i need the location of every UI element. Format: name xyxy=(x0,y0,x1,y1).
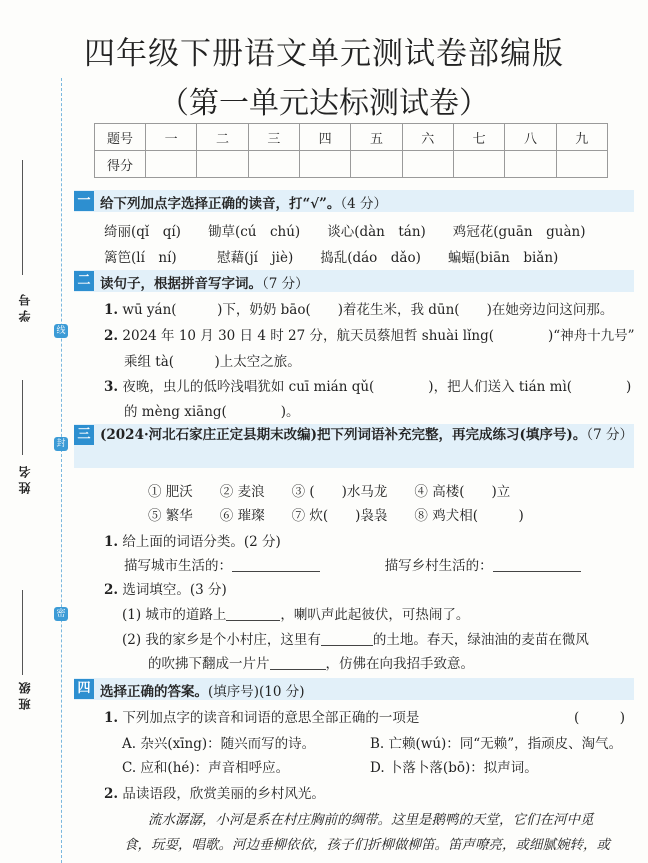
question-line xyxy=(104,706,419,726)
score-cell[interactable] xyxy=(146,151,197,178)
score-cell[interactable] xyxy=(299,151,350,178)
section-header xyxy=(74,190,634,212)
score-cell[interactable] xyxy=(197,151,248,178)
section-instruction xyxy=(100,272,309,292)
question-number: 3. xyxy=(104,379,119,395)
city-answer-blank[interactable] xyxy=(232,557,320,572)
question-line[interactable] xyxy=(104,375,631,395)
sentence-text: ，仿佛在向我招手致意。 xyxy=(325,656,474,672)
question-line[interactable]: 篱笆(lí ní) 慰藉(jí jiè) 捣乱(dáo dǎo) 蝙蝠(biān biǎn) xyxy=(104,250,559,266)
column-header: 一 xyxy=(146,124,197,151)
seal-mark: 密 xyxy=(54,607,68,621)
city-category-label: 描写城市生活的： xyxy=(124,558,232,574)
cut-line xyxy=(61,78,62,863)
question-text: 2024 年 10 月 30 日 4 时 27 分，航天员蔡旭哲 shuài lǐng( )“神舟十九号” xyxy=(122,328,635,344)
table-row xyxy=(95,151,608,178)
section-points: （4 分） xyxy=(340,196,388,212)
section-points: （7 分） xyxy=(586,427,633,443)
section-header xyxy=(74,270,634,292)
score-cell[interactable] xyxy=(351,151,402,178)
question-no-header: 题号 xyxy=(95,124,146,151)
class-label: 班级 xyxy=(18,678,32,710)
section-header xyxy=(74,424,634,468)
column-header: 四 xyxy=(299,124,350,151)
word-list[interactable]: ⑤ 繁华 ⑥ 璀璨 ⑦ 炊( )袅袅 ⑧ 鸡犬相( ) xyxy=(148,508,524,524)
question-text: 夜晚，虫儿的低吟浅唱犹如 cuī mián qǔ( )，把人们送入 tián mì( ) xyxy=(122,379,632,395)
column-header: 九 xyxy=(556,124,607,151)
student-no-label: 学号 xyxy=(18,290,32,322)
column-header: 七 xyxy=(453,124,504,151)
fill-sentence xyxy=(122,603,469,623)
class-blank[interactable] xyxy=(22,590,23,675)
name-label: 姓名 xyxy=(18,462,32,494)
option-b[interactable]: B. 亡赖(wú)：同“无赖”，指顽皮、淘气。 xyxy=(370,736,623,752)
question-number: 2. xyxy=(104,328,119,344)
question-number: 2. xyxy=(104,786,119,802)
fill-blank[interactable] xyxy=(270,655,326,670)
section-number: 三 xyxy=(74,425,94,445)
column-header: 五 xyxy=(351,124,402,151)
section-points: (填序号)(10 分) xyxy=(208,684,305,700)
question-line[interactable] xyxy=(104,324,635,344)
section-number: 四 xyxy=(74,679,94,699)
question-number: 2. xyxy=(104,582,119,598)
question-line xyxy=(104,782,325,802)
answer-line xyxy=(124,554,581,574)
sentence-text: 的吹拂下翻成一片片 xyxy=(148,656,270,672)
column-header: 三 xyxy=(248,124,299,151)
score-cell[interactable] xyxy=(556,151,607,178)
column-header: 二 xyxy=(197,124,248,151)
section-instruction xyxy=(100,424,634,446)
score-cell[interactable] xyxy=(402,151,453,178)
section-instruction xyxy=(100,680,305,700)
question-text: 品读语段，欣赏美丽的乡村风光。 xyxy=(122,786,325,802)
question-text: 选词填空。(3 分) xyxy=(122,582,227,598)
binding-margin xyxy=(0,0,70,863)
student-no-blank[interactable] xyxy=(22,160,23,275)
instruction-text: 读句子，根据拼音写字词。 xyxy=(100,276,262,292)
column-header: 八 xyxy=(505,124,556,151)
question-text: wū yán( )下，奶奶 bāo( )着花生米，我 dūn( )在她旁边问这问那。 xyxy=(122,302,614,318)
page-title: 四年级下册语文单元测试卷部编版 xyxy=(84,36,564,72)
question-number: 1. xyxy=(104,710,119,726)
instruction-text: 选择正确的答案。 xyxy=(100,684,208,700)
question-text: 下列加点字的读音和词语的意思全部正确的一项是 xyxy=(122,710,420,726)
country-answer-blank[interactable] xyxy=(493,557,581,572)
sentence-text: (1) 城市的道路上 xyxy=(122,607,227,623)
seal-mark: 封 xyxy=(54,437,68,451)
column-header: 六 xyxy=(402,124,453,151)
fill-sentence xyxy=(148,652,474,672)
section-header xyxy=(74,678,634,700)
score-table xyxy=(94,123,608,178)
seal-mark: 线 xyxy=(54,324,68,338)
instruction-text: 给下列加点字选择正确的读音，打“√”。 xyxy=(100,196,341,212)
question-line[interactable]: 的 mèng xiāng( )。 xyxy=(124,404,300,420)
question-line xyxy=(104,530,281,550)
name-blank[interactable] xyxy=(22,380,23,455)
section-instruction xyxy=(100,192,387,212)
option-d[interactable]: D. 卜落卜落(bō)：拟声词。 xyxy=(370,760,538,776)
answer-paren[interactable]: ( ) xyxy=(574,710,626,726)
section-points: （7 分） xyxy=(262,276,309,292)
section-number: 一 xyxy=(74,191,94,211)
score-cell[interactable] xyxy=(248,151,299,178)
question-line[interactable]: 绮丽(qǐ qí) 锄草(cú chú) 谈心(dàn tán) 鸡冠花(guān guàn) xyxy=(104,224,586,240)
score-cell[interactable] xyxy=(505,151,556,178)
question-number: 1. xyxy=(104,534,119,550)
passage-line: 流水潺潺，小河是系在村庄胸前的绸带。这里是鹅鸭的天堂，它们在河中觅 xyxy=(148,812,594,828)
sentence-text: 的土地。春天，绿油油的麦苗在微风 xyxy=(372,632,589,648)
question-number: 1. xyxy=(104,302,119,318)
question-line xyxy=(104,578,227,598)
fill-blank[interactable] xyxy=(226,606,280,621)
fill-sentence xyxy=(122,628,589,648)
instruction-text: (2024·河北石家庄正定县期末改编)把下列词语补充完整，再完成练习(填序号)。 xyxy=(100,427,587,443)
page-subtitle: （第一单元达标测试卷） xyxy=(159,86,489,121)
score-header: 得分 xyxy=(95,151,146,178)
country-category-label: 描写乡村生活的： xyxy=(384,558,493,574)
section-number: 二 xyxy=(74,271,94,291)
option-c[interactable]: C. 应和(hé)：声音相呼应。 xyxy=(122,760,290,776)
sentence-text: (2) 我的家乡是个小村庄，这里有 xyxy=(122,632,321,648)
question-line[interactable] xyxy=(104,298,613,318)
table-row xyxy=(95,124,608,151)
fill-blank[interactable] xyxy=(321,631,373,646)
word-list[interactable]: ① 肥沃 ② 麦浪 ③ ( )水马龙 ④ 高楼( )立 xyxy=(148,484,511,500)
question-text: 给上面的词语分类。(2 分) xyxy=(122,534,281,550)
score-cell[interactable] xyxy=(453,151,504,178)
option-a[interactable]: A. 杂兴(xīng)：随兴而写的诗。 xyxy=(122,736,316,752)
question-line[interactable]: 乘组 tà( )上太空之旅。 xyxy=(124,354,301,370)
passage-line: 食，玩耍，唱歌。河边垂柳依依，孩子们折柳做柳笛。笛声嘹亮，或细腻婉转，或 xyxy=(124,837,610,853)
sentence-text: ，喇叭声此起彼伏，可热闹了。 xyxy=(280,607,470,623)
